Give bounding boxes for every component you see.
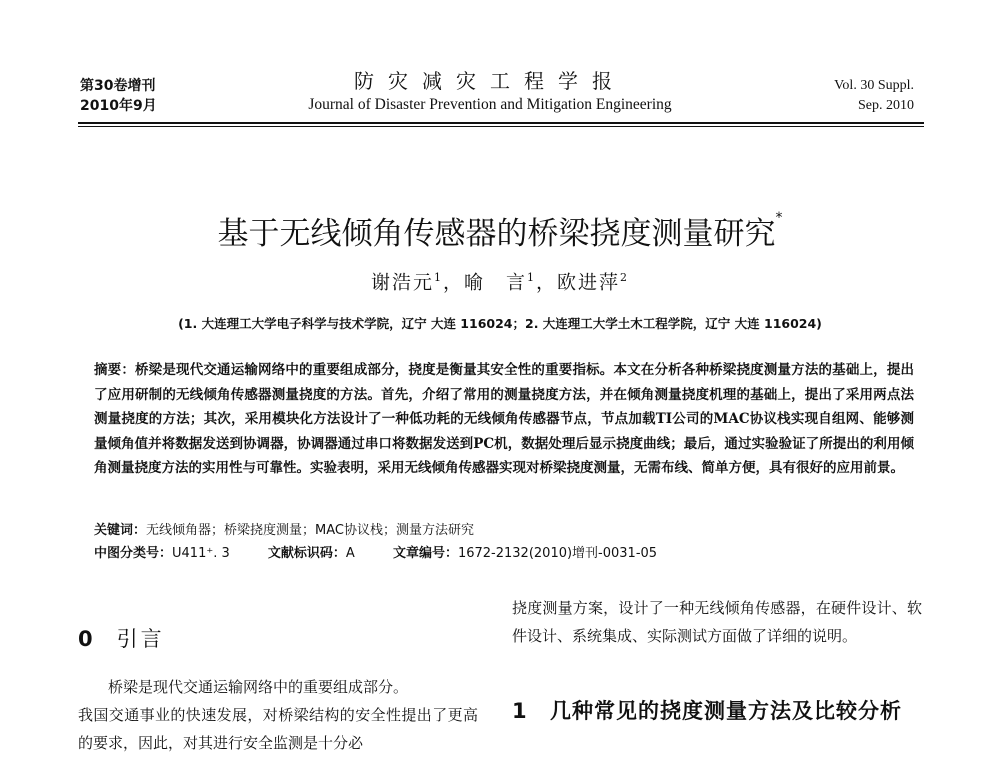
article-number-value: 1672-2132(2010)增刊-0031-05 — [457, 546, 658, 561]
document-code — [268, 546, 355, 561]
journal-name-en: Journal of Disaster Prevention and Mitigation Engineering — [308, 96, 672, 113]
clc-value: U411⁺. 3 — [172, 546, 230, 561]
document-code-value: A — [345, 546, 355, 561]
author-affiliation-mark: 1 — [527, 271, 536, 284]
paragraph: 挠度测量方案，设计了一种无线倾角传感器，在硬件设计、软件设计、系统集成、实际测试方面做了详细的说明。 — [512, 599, 922, 645]
author-list — [60, 265, 940, 295]
issue-info-en — [834, 76, 914, 116]
section-heading-intro — [78, 624, 165, 654]
abstract — [94, 358, 914, 481]
clc-label: 中图分类号： — [94, 546, 173, 561]
author-name: 谢浩元 — [370, 271, 434, 294]
header-rule-thick — [78, 122, 924, 124]
classification-info — [94, 543, 914, 565]
paper-title-text: 基于无线倾角传感器的桥梁挠度测量研究 — [217, 216, 776, 252]
volume-issue-en: Vol. 30 Suppl. — [834, 78, 914, 93]
author-separator: ， — [536, 271, 558, 294]
paragraph: 桥梁是现代交通运输网络中的重要组成部分。 — [108, 678, 409, 696]
volume-issue: 第30卷增刊 — [80, 78, 156, 94]
paper-title — [60, 198, 940, 254]
journal-name — [240, 68, 740, 116]
author-separator: ， — [442, 271, 464, 294]
author-affiliation-mark: 2 — [620, 271, 630, 284]
paragraph: 我国交通事业的快速发展，对桥梁结构的安全性提出了更高的要求，因此，对其进行安全监测是十分必 — [78, 706, 478, 752]
publication-date: 2010年9月 — [80, 98, 157, 114]
author-name: 喻 言 — [463, 271, 527, 294]
abstract-label: 摘要： — [94, 362, 136, 378]
title-footnote-mark: * — [775, 210, 783, 226]
section-title: 几种常见的挠度测量方法及比较分析 — [550, 699, 902, 723]
publication-date-en: Sep. 2010 — [858, 98, 914, 113]
affiliations: (1. 大连理工大学电子科学与技术学院，辽宁 大连 116024；2. 大连理工大学土木工程学院，辽宁 大连 116024) — [178, 316, 822, 331]
section-heading-methods — [512, 695, 922, 727]
author-name: 欧进萍 — [557, 271, 621, 294]
document-code-label: 文献标识码： — [267, 546, 346, 561]
article-number — [393, 546, 657, 561]
body-left-column — [78, 673, 478, 757]
keywords-label: 关键词： — [94, 523, 147, 538]
section-number: 1 — [512, 699, 527, 723]
section-title: 引言 — [116, 627, 165, 651]
clc-number — [94, 546, 230, 561]
body-right-column — [512, 594, 922, 650]
article-number-label: 文章编号： — [392, 546, 458, 561]
keywords-text: 无线倾角器；桥梁挠度测量；MAC协议栈；测量方法研究 — [146, 523, 474, 538]
journal-name-cn: 防灾减灾工程学报 — [354, 69, 626, 93]
header-rule-thin — [78, 126, 924, 127]
keywords — [94, 520, 914, 542]
issue-info — [80, 76, 157, 116]
section-number: 0 — [78, 627, 93, 651]
abstract-text: 桥梁是现代交通运输网络中的重要组成部分，挠度是衡量其安全性的重要指标。本文在分析各种桥梁挠度测量方法的基础上，提出了应用研制的无线倾角传感器测量挠度的方法。首先，介绍了常用的测量挠度方法，并在倾角测量挠度机理的基础上，提出了采用两点法测量挠度的方法；其次，采用模块化方法设计了一种低功耗的无线倾角传感器节点，节点加载TI公司的MAC协议栈实现自组网、能够测量倾角值并将数据发送到协调器，协调器通过串口将数据发送到PC机，数据处理后显示挠度曲线；最后，通过实验验证了所提出的利用倾角测量挠度方法的实用性与可靠性。实验表明，采用无线倾角传感器实现对桥梁挠度测量，无需布线、简单方便，具有很好的应用前景。 — [94, 362, 915, 477]
author-affiliation-mark: 1 — [433, 271, 443, 284]
